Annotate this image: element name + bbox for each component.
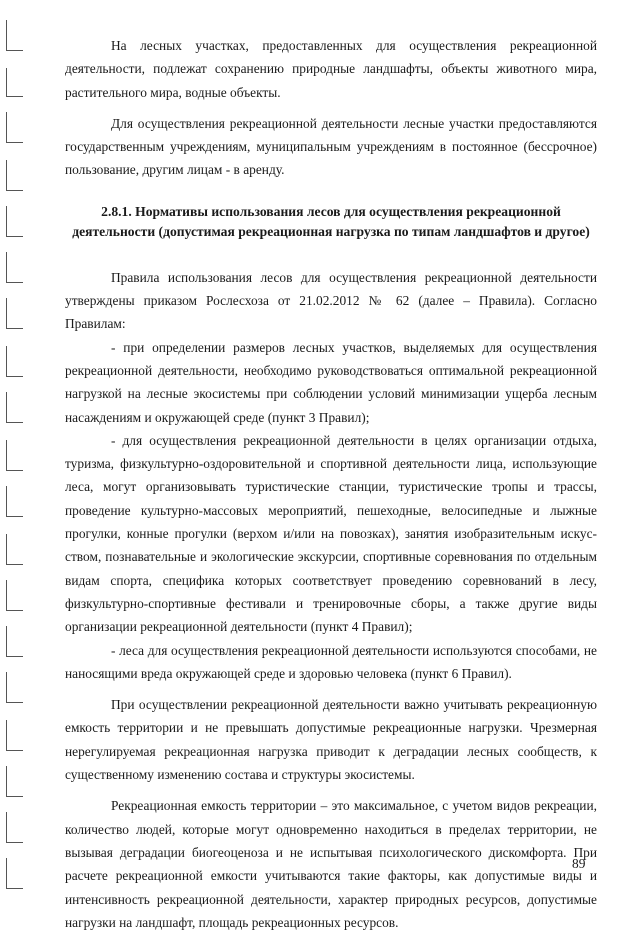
binding-mark [6, 720, 23, 751]
binding-mark [6, 160, 23, 191]
intro-paragraph: На лесных участках, предоставленных для осуществления рекреационной деятельности, подлежат сохранению природные ландшафты, объекты животного мира, растительного мира, водные объекты. [65, 38, 597, 100]
intro-paragraph: Для осуществления рекреационной деятельности лесные участки предоставляются государственным учреждениям, муниципальным учреждениям в постоянное (бессрочное) пользование, другим лицам - в аренду. [65, 115, 597, 178]
binding-mark [6, 672, 23, 703]
binding-mark [6, 392, 23, 423]
list-item-paragraph: - для осуществления рекреационной деятельности в целях организации отдыха, туризма, физкультурно-оздоровительной и спортивной деятельности лица, использующие леса, могут организовывать туристические станции, туристические тропы и трассы, проведение культурно-массовых мероприятий, пешеходные, велосипедные и лыжные прогулки, конные прогулки (верхом и/или на повозках), занятия изобразительным искусством, познавательные и экологические экскурсии, спортивные соревнования по отдельным видам спорта, специфика которых соответствует проведению соревнований в лесу, физкультурно-спортивные фестивали и тренировочные сборы, а также другие виды организации рекреационной деятельности (пункт 4 Правил); [65, 432, 597, 635]
body-paragraph: При осуществлении рекреационной деятельности важно учитывать рекреационную емкость территории и не превышать допустимые рекреационные нагрузки. Чрезмерная нерегулируемая рекреационная нагрузка приводит к деградации лесных сообществ, к существенному изменению состава и структуры экосистемы. [65, 697, 597, 783]
binding-mark [6, 812, 23, 843]
binding-mark [6, 206, 23, 237]
binding-mark [6, 580, 23, 611]
list-item-paragraph: - при определении размеров лесных участков, выделяемых для осуществления рекреационной деятельности, необходимо руководствоваться оптимальной рекреационной нагрузкой на лесные экосистемы при соблюдении условий минимизации ущерба лесным насаждениям и окружающей среде (пункт 3 Правил); [65, 339, 597, 425]
binding-mark [6, 346, 23, 377]
binding-mark [6, 766, 23, 797]
binding-mark [6, 252, 23, 283]
binding-mark [6, 858, 23, 889]
page-number: 89 [572, 856, 586, 871]
list-item-paragraph: - леса для осуществления рекреационной деятельности используются способами, не наносящими вреда окружающей среде и здоровью человека (пункт 6 Правил). [65, 642, 597, 681]
scan-binding-edge [0, 0, 30, 905]
binding-mark [6, 20, 23, 51]
binding-mark [6, 626, 23, 657]
body-paragraph: Рекреационная емкость территории – это максимальное, с учетом видов рекреации, количество людей, которые могут одновременно находиться в пределах территории, не вызывая деградации биогеоценоза и не испытывая психологического дискомфорта. При расчете рекреационной емкости учитываются такие факторы, как допустимые виды и интенсивность рекреационной деятельности, характер природных ресурсов, допустимые нагрузки на ландшафт, площадь рекреационных ресурсов. [65, 798, 597, 930]
binding-mark [6, 298, 23, 329]
section-heading: 2.8.1. Нормативы использования лесов для осуществления рекреационной деятельности (допустимая рекреационная нагрузка по типам ландшафтов и другое) [72, 203, 590, 239]
binding-mark [6, 440, 23, 471]
binding-mark [6, 112, 23, 143]
binding-mark [6, 486, 23, 517]
document-page [65, 34, 597, 934]
body-paragraph: Правила использования лесов для осуществления рекреационной деятельности утверждены приказом Рослесхоза от 21.02.2012 № 62 (далее – Правила). Согласно Правилам: [65, 269, 597, 332]
binding-mark [6, 68, 23, 97]
binding-mark [6, 534, 23, 565]
